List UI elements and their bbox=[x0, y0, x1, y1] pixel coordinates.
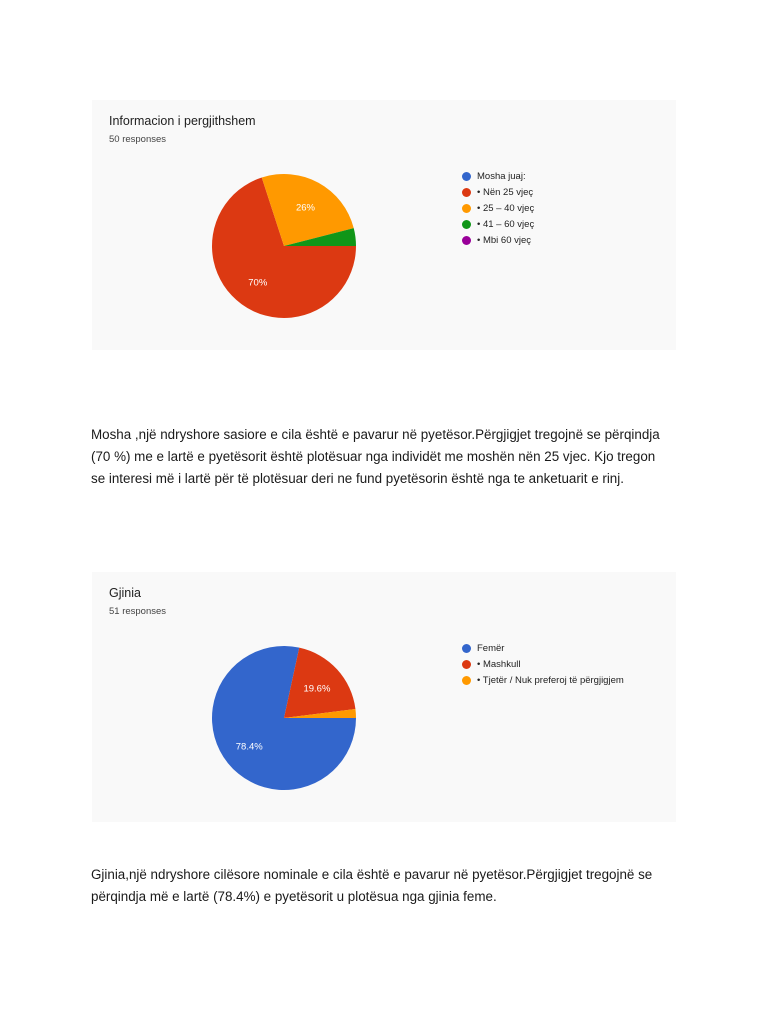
legend-swatch bbox=[462, 660, 471, 669]
legend-item-n-n-25-vje bbox=[462, 184, 534, 200]
chart-responses-count: 50 responses bbox=[109, 134, 167, 145]
legend-swatch bbox=[462, 220, 471, 229]
legend-swatch bbox=[462, 188, 471, 197]
legend-label: • Mashkull bbox=[477, 658, 521, 670]
legend-item-mbi-60-vje bbox=[462, 232, 534, 248]
legend-label: • Mbi 60 vjeç bbox=[477, 234, 532, 246]
chart-legend bbox=[462, 640, 624, 688]
chart-legend bbox=[462, 168, 534, 248]
paragraph-line: se interesi më i lartë për të plotësuar deri ne fund pyetësorin është nga te anketuarit e rinj. bbox=[91, 471, 624, 486]
legend-label: Femër bbox=[477, 642, 505, 654]
legend-item-mashkull bbox=[462, 656, 624, 672]
chart-responses-count: 51 responses bbox=[109, 606, 167, 617]
pie-data-label: 70% bbox=[248, 277, 268, 289]
legend-item-mosha-juaj bbox=[462, 168, 534, 184]
chart-title: Informacion i pergjithshem bbox=[109, 114, 256, 128]
pie-data-label: 26% bbox=[295, 202, 316, 214]
chart-card-gender bbox=[92, 572, 676, 822]
legend-label: • Tjetër / Nuk preferoj të përgjigjem bbox=[477, 674, 624, 686]
legend-item-25-40-vje bbox=[462, 200, 534, 216]
legend-item-tjet-r-nuk-preferoj-t-p-rgjigjem bbox=[462, 672, 624, 688]
legend-swatch bbox=[462, 676, 471, 685]
legend-label: • 25 – 40 vjeç bbox=[477, 202, 535, 214]
pie-chart-gender bbox=[92, 572, 676, 822]
paragraph-line: (70 %) me e lartë e pyetësorit është plotësuar nga individët me moshën nën 25 vjec. Kjo tregon bbox=[91, 449, 656, 464]
legend-label: Mosha juaj: bbox=[477, 170, 526, 182]
pie-chart-age bbox=[92, 100, 676, 350]
paragraph-line: Mosha ,një ndryshore sasiore e cila është e pavarur në pyetësor.Përgjigjet tregojnë se përqindja bbox=[91, 427, 660, 442]
paragraph-line: Gjinia,një ndryshore cilësore nominale e cila është e pavarur në pyetësor.Përgjigjet tregojnë se bbox=[91, 867, 653, 882]
legend-label: • 41 – 60 vjeç bbox=[477, 218, 535, 230]
legend-swatch bbox=[462, 204, 471, 213]
legend-item-41-60-vje bbox=[462, 216, 534, 232]
legend-item-fem-r bbox=[462, 640, 624, 656]
legend-label: • Nën 25 vjeç bbox=[477, 186, 534, 198]
pie-data-label: 19.6% bbox=[303, 683, 331, 695]
chart-card-age bbox=[92, 100, 676, 350]
legend-swatch bbox=[462, 644, 471, 653]
paragraph-age bbox=[91, 424, 681, 490]
paragraph-line: përqindja më e lartë (78.4%) e pyetësorit u plotësua nga gjinia feme. bbox=[91, 889, 497, 904]
paragraph-gender bbox=[91, 864, 681, 908]
legend-swatch bbox=[462, 172, 471, 181]
pie-data-label: 78.4% bbox=[235, 741, 263, 753]
legend-swatch bbox=[462, 236, 471, 245]
chart-title: Gjinia bbox=[109, 586, 141, 600]
